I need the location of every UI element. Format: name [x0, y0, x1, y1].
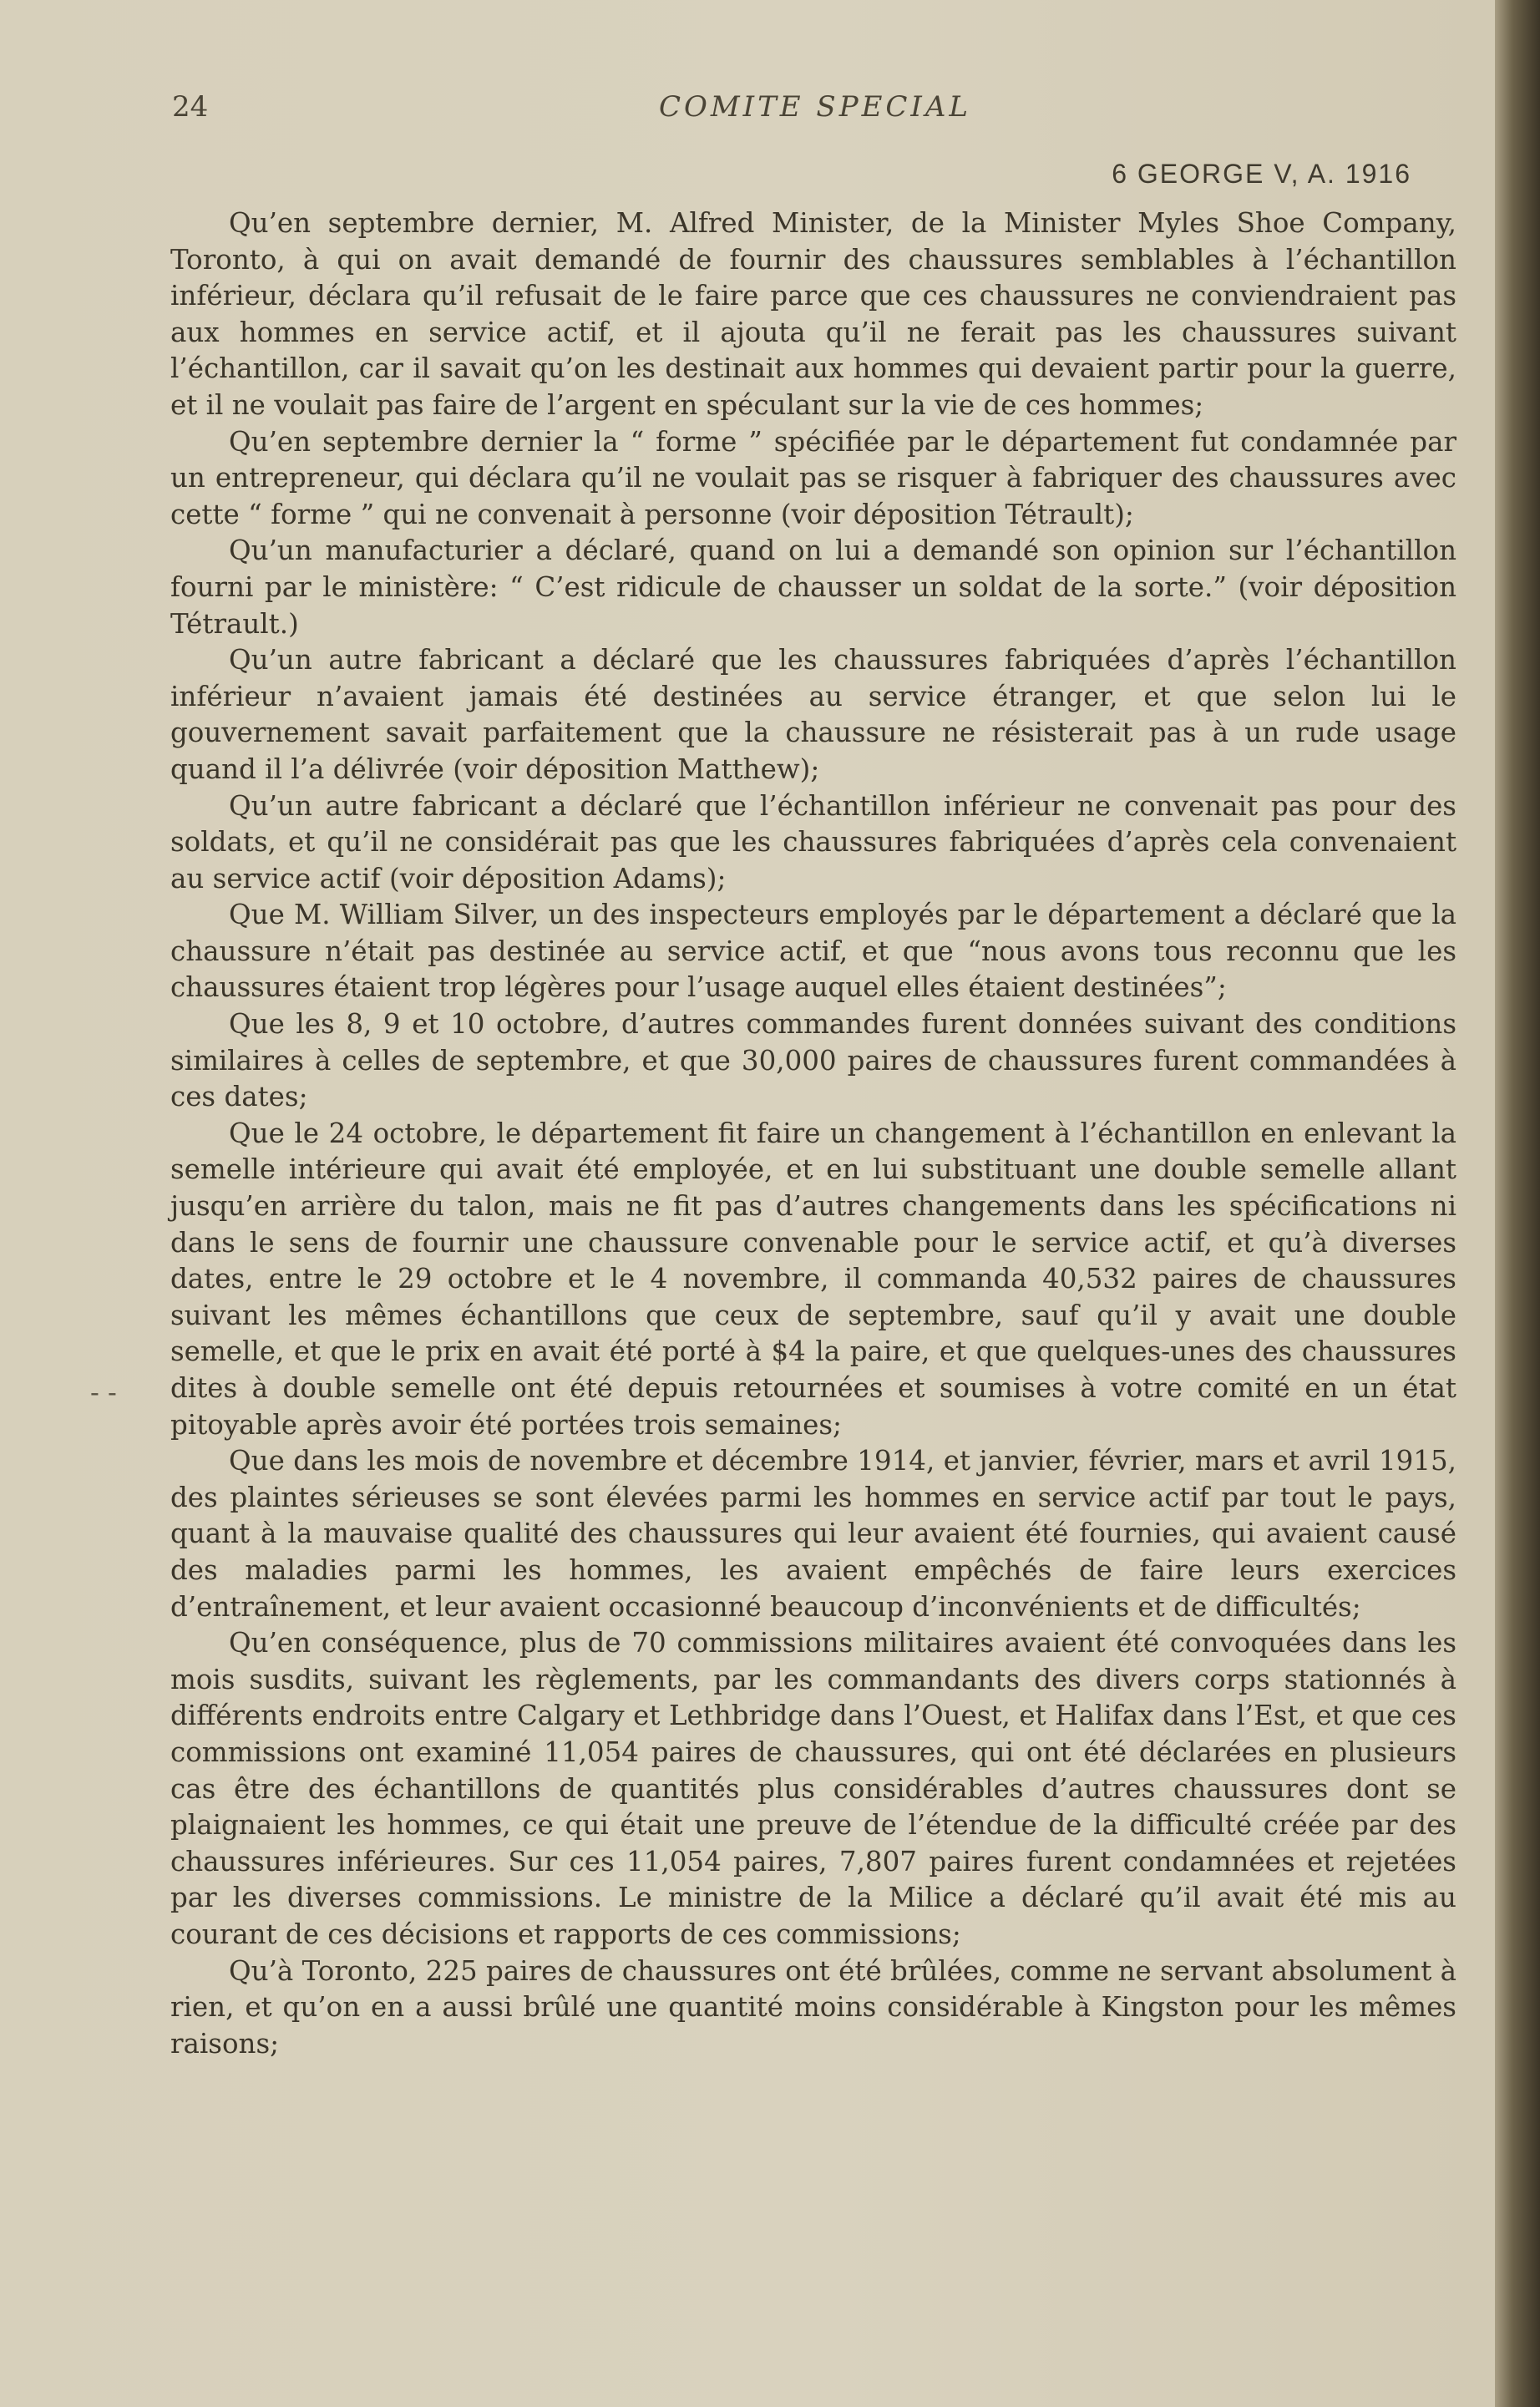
paragraph: Qu’en septembre dernier, M. Alfred Minister, de la Minister Myles Shoe Company, Toronto, à qui on avait demandé de fournir des chaussures semblables à l’échantillon inférieur, déclara qu’il refusait de le faire parce que ces chaussures ne conviendraient pas aux hommes en service actif, et il ajouta qu’il ne ferait pas les chaussures suivant l’échantillon, car il savait qu’on les destinait aux hommes qui devaient partir pour la guerre, et il ne voulait pas faire de l’argent en spéculant sur la vie de ces hommes; — [170, 207, 1456, 421]
session-label: 6 GEORGE V, A. 1916 — [1112, 159, 1411, 189]
body-text — [170, 205, 1456, 2062]
paragraph: Qu’à Toronto, 225 paires de chaussures ont été brûlées, comme ne servant absolument à rien, et qu’on en a aussi brûlé une quantité moins considérable à Kingston pour les mêmes raisons; — [170, 1954, 1456, 2060]
paragraph: Que le 24 octobre, le département fit faire un changement à l’échantillon en enlevant la semelle intérieure qui avait été employée, et en lui substituant une double semelle allant jusqu’en arrière du talon, mais ne fit pas d’autres changements dans les spécifications ni dans le sens de fournir une chaussure convenable pour le service actif, et qu’à diverses dates, entre le 29 octobre et le 4 novembre, il commanda 40,532 paires de chaussures suivant les mêmes échantillons que ceux de septembre, sauf qu’il y avait une double semelle, et que le prix en avait été porté à $4 la paire, et que quelques-unes des chaussures dites à double semelle ont été depuis retournées et soumises à votre comité en un état pitoyable après avoir été portées trois semaines; — [170, 1117, 1456, 1441]
book-spine-shadow — [1495, 0, 1540, 2407]
page-number: 24 — [172, 90, 209, 124]
running-title: COMITE SPECIAL — [658, 90, 971, 124]
margin-mark: - - — [90, 1376, 117, 1408]
paragraph: Qu’en conséquence, plus de 70 commissions militaires avaient été convoquées dans les mois susdits, suivant les règlements, par les commandants des divers corps stationnés à différents endroits entre Calgary et Lethbridge dans l’Ouest, et Halifax dans l’Est, et que ces commissions ont examiné 11,054 paires de chaussures, qui ont été déclarées en plusieurs cas être des échantillons de quantités plus considérables d’autres chaussures dont se plaignaient les hommes, ce qui était une preuve de l’étendue de la difficulté créée par des chaussures inférieures. Sur ces 11,054 paires, 7,807 paires furent condamnées et rejetées par les diverses commissions. Le ministre de la Milice a déclaré qu’il avait été mis au courant de ces décisions et rapports de ces commissions; — [170, 1627, 1456, 1950]
paragraph: Que M. William Silver, un des inspecteurs employés par le département a déclaré que la chaussure n’était pas destinée au service actif, et que “nous avons tous reconnu que les chaussures étaient trop légères pour l’usage auquel elles étaient destinées”; — [170, 899, 1456, 1004]
paragraph: Qu’un autre fabricant a déclaré que les chaussures fabriquées d’après l’échantillon inférieur n’avaient jamais été destinées au service étranger, et que selon lui le gouvernement savait parfaitement que la chaussure ne résisterait pas à un rude usage quand il l’a délivrée (voir déposition Matthew); — [170, 644, 1456, 785]
paragraph: Que dans les mois de novembre et décembre 1914, et janvier, février, mars et avril 1915, des plaintes sérieuses se sont élevées parmi les hommes en service actif par tout le pays, quant à la mauvaise qualité des chaussures qui leur avaient été fournies, qui avaient causé des maladies parmi les hommes, les avaient empêchés de faire leurs exercices d’entraînement, et leur avaient occasionné beaucoup d’inconvénients et de difficultés; — [170, 1445, 1456, 1623]
paragraph: Qu’en septembre dernier la “ forme ” spécifiée par le département fut condamnée par un entrepreneur, qui déclara qu’il ne voulait pas se risquer à fabriquer des chaussures avec cette “ forme ” qui ne convenait à personne (voir déposition Tétrault); — [170, 425, 1456, 530]
paragraph: Que les 8, 9 et 10 octobre, d’autres commandes furent données suivant des conditions similaires à celles de septembre, et que 30,000 paires de chaussures furent commandées à ces dates; — [170, 1008, 1456, 1113]
paragraph: Qu’un autre fabricant a déclaré que l’échantillon inférieur ne convenait pas pour des soldats, et qu’il ne considérait pas que les chaussures fabriquées d’après cela convenaient au service actif (voir déposition Adams); — [170, 789, 1456, 894]
paragraph: Qu’un manufacturier a déclaré, quand on lui a demandé son opinion sur l’échantillon fourni par le ministère: “ C’est ridicule de chausser un soldat de la sorte.” (voir déposition Tétrault.) — [170, 535, 1456, 640]
page-header — [172, 90, 1458, 132]
